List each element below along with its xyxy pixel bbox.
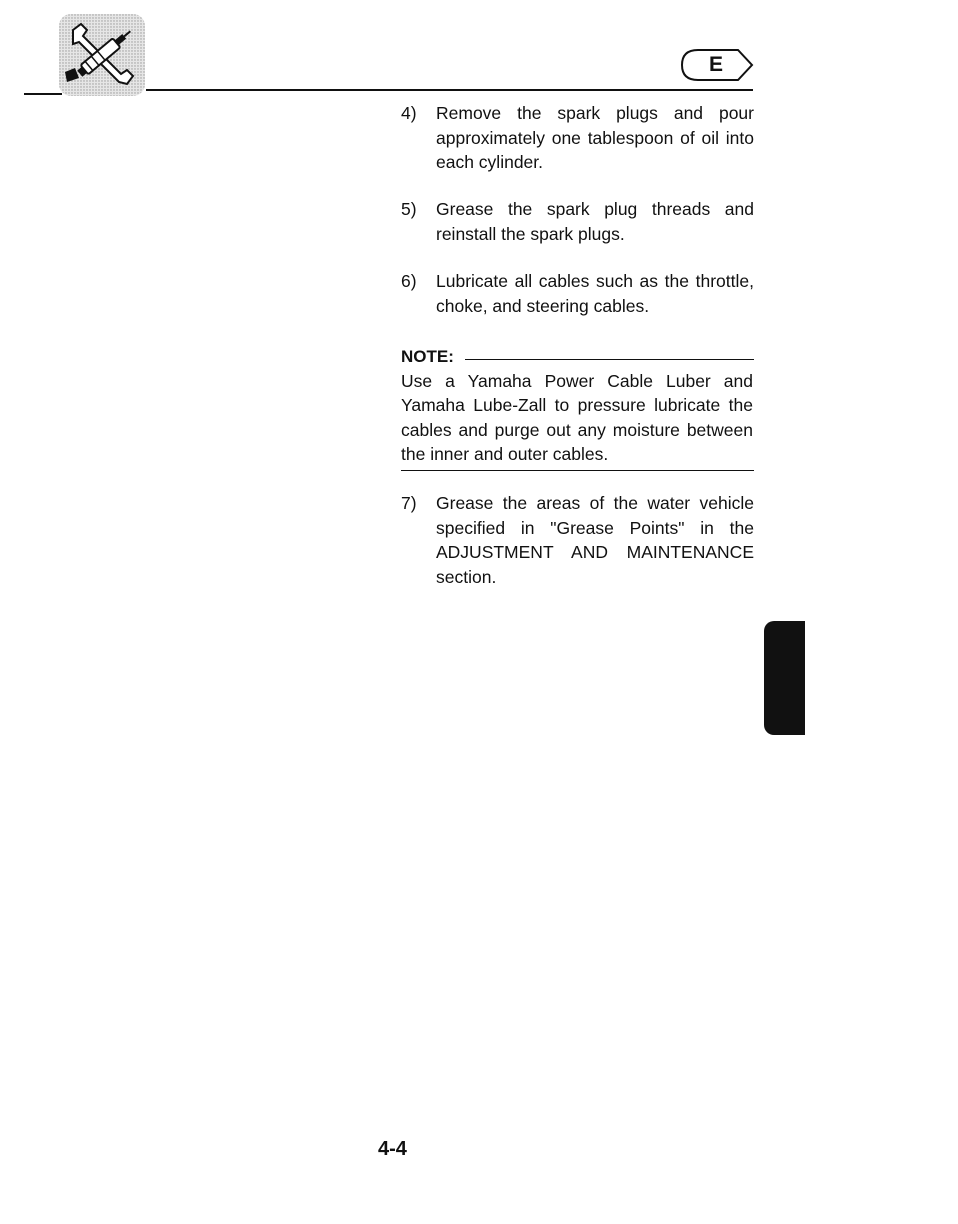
page-number: 4-4 bbox=[378, 1138, 407, 1160]
note-rule bbox=[465, 359, 754, 360]
note-label: NOTE: bbox=[401, 347, 454, 366]
header-rule-left bbox=[24, 93, 62, 95]
note-header bbox=[401, 345, 754, 369]
step-5 bbox=[401, 197, 754, 246]
note-text: Use a Yamaha Power Cable Luber and Yamaha Lube-Zall to pressure lubricate the cables and purge out any moisture between the inner and outer cables. bbox=[401, 371, 753, 464]
step-text: Grease the spark plug threads and reinstall the spark plugs. bbox=[436, 199, 754, 244]
step-text: Remove the spark plugs and pour approximately one tablespoon of oil into each cylinder. bbox=[436, 103, 754, 172]
step-number: 7) bbox=[401, 493, 417, 513]
step-text: Grease the areas of the water vehicle specified in "Grease Points" in the ADJUSTMENT AND MAINTENANCE section. bbox=[436, 493, 754, 587]
step-number: 6) bbox=[401, 271, 417, 291]
language-badge: E bbox=[708, 53, 723, 76]
wrench-and-grease-gun-icon bbox=[59, 14, 145, 96]
step-text: Lubricate all cables such as the throttle, choke, and steering cables. bbox=[436, 271, 754, 316]
step-4 bbox=[401, 101, 754, 175]
step-6 bbox=[401, 269, 754, 318]
step-number: 4) bbox=[401, 103, 417, 123]
chapter-tab bbox=[764, 621, 805, 735]
step-number: 5) bbox=[401, 199, 417, 219]
step-7 bbox=[401, 491, 754, 589]
note-end-rule bbox=[401, 470, 754, 471]
header-rule bbox=[146, 89, 753, 91]
